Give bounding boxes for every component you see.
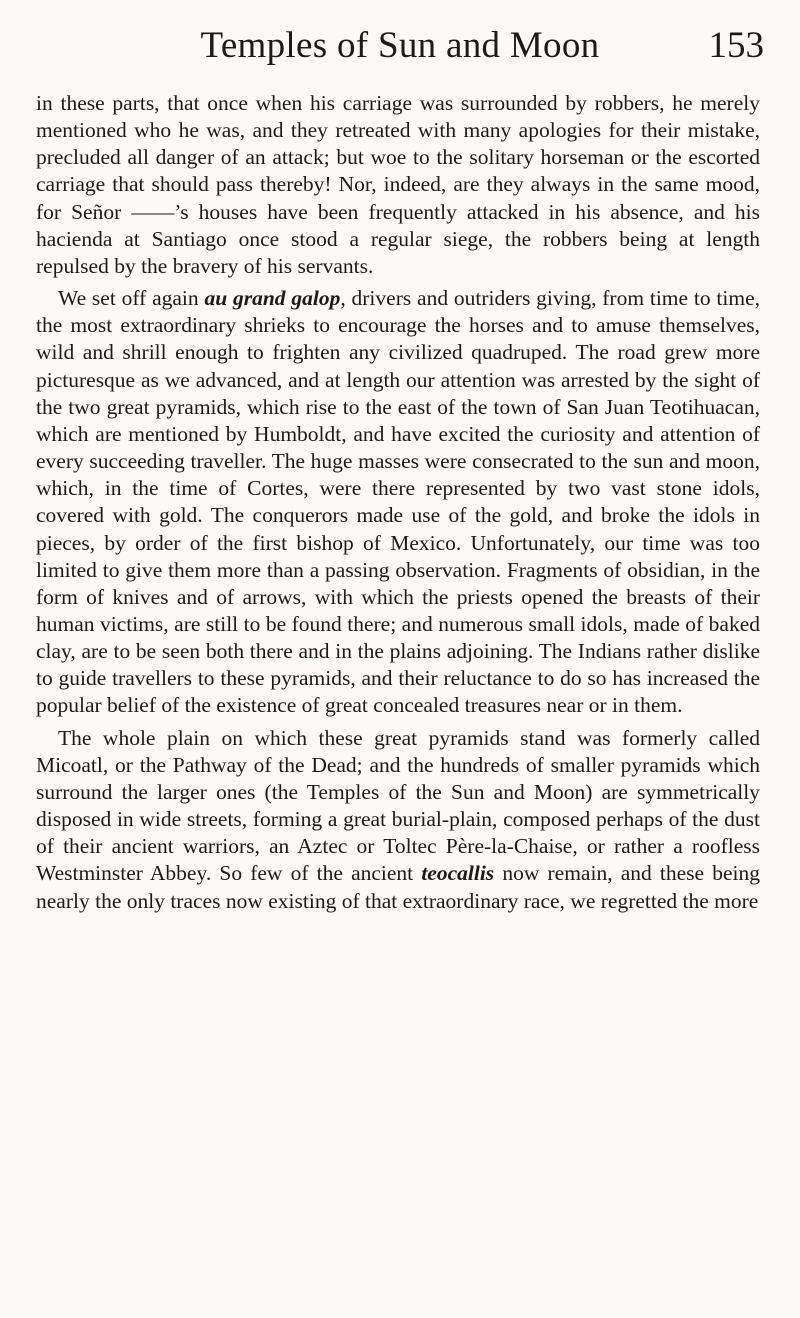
running-title: Temples of Sun and Moon [200, 25, 600, 66]
italic-phrase: au grand galop [204, 286, 341, 311]
paragraph-text: We set off again [58, 286, 205, 311]
page-header [36, 18, 764, 74]
paragraph [36, 725, 760, 915]
paragraph-text: , drivers and outriders giving, from time to time, the most extraordinary shrieks to encourage the horses and to amuse themselves, wild and shrill enough to frighten any civilized quadruped. The road grew more picturesque as we advanced, and at length our attention was arrested by the sight of the two great pyramids, which rise to the east of the town of San Juan Teotihuacan, which are mentioned by Humboldt, and have excited the curiosity and attention of every succeeding traveller. The huge masses were consecrated to the sun and moon, which, in the time of Cortes, were there represented by two vast stone idols, covered with gold. The conquerors made use of the gold, and broke the idols in pieces, by order of the first bishop of Mexico. Unfortunately, our time was too limited to give them more than a passing observation. Fragments of obsidian, in the form of knives and of arrows, with which the priests opened the breasts of their human victims, are still to be found there; and numerous small idols, made of baked clay, are to be seen both there and in the plains adjoining. The Indians rather dislike to guide travellers to these pyramids, and their reluctance to do so has increased the popular belief of the existence of great concealed treasures near or in them. [36, 286, 760, 718]
italic-phrase: teocallis [421, 861, 495, 886]
paragraph [36, 90, 760, 280]
paragraph [36, 285, 760, 720]
paragraph-text: now remain, and these being nearly the only traces now existing of that extraordinary race, we regretted the more [36, 861, 761, 913]
body-text [36, 90, 760, 915]
paragraph-text: in these parts, that once when his carriage was surrounded by robbers, he merely mentioned who he was, and they retreated with many apologies for their mistake, precluded all danger of an attack; but woe to the solitary horseman or the escorted carriage that should pass thereby! Nor, indeed, are they always in the same mood, for Señor ——’s houses have been frequently attacked in his absence, and his hacienda at Santiago once stood a regular siege, the robbers being at length repulsed by the bravery of his servants. [36, 91, 760, 278]
paragraph-text: The whole plain on which these great pyramids stand was formerly called Micoatl, or the Pathway of the Dead; and the hundreds of smaller pyramids which surround the larger ones (the Temples of the Sun and Moon) are symmetrically disposed in wide streets, forming a great burial-plain, composed perhaps of the dust of their ancient warriors, an Aztec or Toltec Père-la-Chaise, or rather a roofless Westminster Abbey. So few of the ancient [36, 725, 760, 886]
page-number: 153 [708, 25, 764, 66]
